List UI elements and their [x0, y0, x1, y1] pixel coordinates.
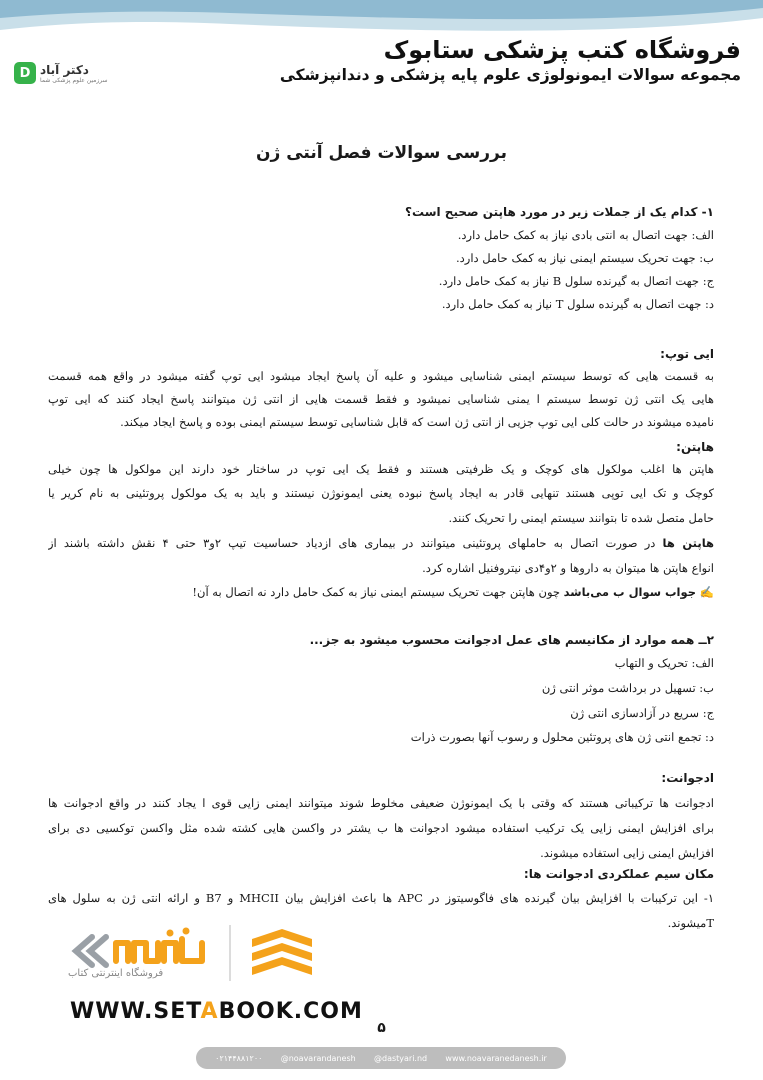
q1-option-d: د: جهت اتصال به گیرنده سلول T نیاز به کمک حامل دارد. [441, 297, 714, 311]
dastyar-logo-name: دکتر آباد [40, 63, 89, 77]
pen-icon: ✍ [699, 585, 714, 599]
q1-answer-rest: چون هاپتن جهت تحریک سیستم ایمنی نیاز به کمک حامل دارد نه اتصال به آن! [192, 585, 564, 599]
dastyar-logo-tagline: سرزمین علوم پزشکی شما [40, 77, 108, 84]
adjuvant-line-2: برای افزایش ایمنی زایی یک ترکیب استفاده میشود ادجوانت ها ب یشتر در واکسن هایی کشته شده مثل واکسن توکسیی دی برای [48, 821, 714, 835]
epitope-line-3: نامیده میشوند در حالت کلی ایی توپ جزیی از انتی ژن است که قابل شناسایی توسط سیستم ایمنی بوده و پاسخ ایجاد میکند. [120, 415, 714, 429]
epitope-line-2: هایی یک انتی ژن توسط سیستم ا یمنی شناسایی نمیشود و فقط قسمت هایی از انتی ژن میتوانند پاسخ ایجاد کنند که ایی توپ [48, 392, 714, 406]
url-part-3: BOOK.COM [218, 999, 363, 1024]
hapten-line-2: کوچک و تک ایی توپی هستند تنهایی قادر به ایجاد پاسخ نبوده یعنی ایمونوژن نیستند و باید به یک مولکول پروتئینی به نام کریر یا [48, 486, 714, 500]
hapten-line-4 [48, 535, 714, 551]
website-contact[interactable]: www.noavaranedanesh.ir [445, 1053, 547, 1063]
social-contact-2: @dastyari.nd [373, 1053, 428, 1063]
q1-answer [48, 584, 714, 600]
hapten-line-3: حامل متصل شده تا بتوانند سیستم ایمنی را تحریک کنند. [448, 511, 714, 525]
page-number: ۵ [377, 1020, 386, 1036]
url-part-accent: A [200, 999, 219, 1024]
q1-option-c: ج: جهت اتصال به گیرنده سلول B نیاز به کمک حامل دارد. [438, 274, 714, 288]
adjuvant-heading: ادجوانت: [661, 771, 714, 785]
question-1: ۱- کدام یک از جملات زیر در مورد هاپتن صحیح است؟ [405, 205, 714, 219]
epitope-line-1: به قسمت هایی که توسط سیستم ایمنی شناسایی میشود و علیه آن پاسخ ایجاد میشود ایی توپ گفته میشود در واقع همه قسمت [48, 369, 714, 383]
series-subtitle: مجموعه سوالات ایمونولوژی علوم پایه پزشکی و دندانپزشکی [279, 66, 741, 84]
adjuvant-line-1: ادجوانت ها ترکیباتی هستند که وقتی با یک ایمونوژن ضعیفی مخلوط شوند میتوانند ایمنی زایی قوی ا یجاد کنند در واقع ادجوانت ها [48, 796, 714, 810]
hapten-heading: هاپتن: [676, 440, 714, 454]
document-title: بررسی سوالات فصل آنتی ژن [256, 143, 507, 163]
hapten-line-1: هاپتن ها اغلب مولکول های کوچک و یک ظرفیتی هستند و فقط یک ایی توپ در ساختار خود دارند این مولکول ها چون خیلی [48, 462, 714, 476]
hapten-bold-lead: هاپتن ها [662, 536, 714, 550]
q1-option-a: الف: جهت اتصال به انتی بادی نیاز به کمک حامل دارد. [457, 228, 714, 242]
q2-option-a: الف: تحریک و التهاب [614, 656, 714, 670]
q1-option-b: ب: جهت تحریک سیستم ایمنی نیاز به کمک حامل دارد. [456, 251, 714, 265]
store-title: فروشگاه کتب پزشکی ستابوک [383, 36, 741, 64]
mechanism-line-1: ۱- این ترکیبات با افزایش بیان گیرنده های فاگوسیتوز در APC ها باعث افزایش بیان MHCII و B7 و ارائه انتی ژن به سلول های [48, 891, 714, 905]
epitope-heading: ایی توپ: [660, 347, 714, 361]
hapten-line-4-rest: در صورت اتصال به حاملهای پروتئینی میتوانند در بیماری های ازدیاد حساسیت تیپ ۲و۳ حتی ۴ نقش داشته باشند از [48, 536, 663, 550]
phone-contact: ۰۲۱۴۴۸۸۱۲۰۰ [215, 1053, 263, 1063]
dastyar-logo-icon: D [14, 62, 36, 84]
setabook-tagline: فروشگاه اینترنتی کتاب [68, 968, 164, 979]
q2-option-b: ب: تسهیل در برداشت موثر انتی ژن [541, 681, 714, 695]
social-contact-1: @noavarandanesh [280, 1053, 356, 1063]
mechanism-line-2: Tمیشوند. [667, 916, 714, 930]
q1-answer-lead: جواب سوال ب می‌باشد [563, 585, 697, 599]
q2-option-d: د: تجمع انتی ژن های پروتئین محلول و رسوب آنها بصورت ذرات [410, 730, 714, 744]
question-2: ۲ــ همه موارد از مکانیسم های عمل ادجوانت محسوب میشود به جز... [309, 633, 714, 647]
hapten-line-5: انواع هاپتن ها میتوان به داروها و ۲و۴دی نیتروفنیل اشاره کرد. [422, 561, 714, 575]
contact-bar [196, 1047, 566, 1069]
adjuvant-line-3: افزایش ایمنی زایی استفاده میشوند. [540, 846, 714, 860]
url-part-1: WWW.SET [70, 999, 201, 1024]
mechanism-heading: مکان سیم عملکردی ادجوانت ها: [523, 867, 714, 881]
q2-option-c: ج: سریع در آزادسازی انتی ژن [570, 706, 714, 720]
